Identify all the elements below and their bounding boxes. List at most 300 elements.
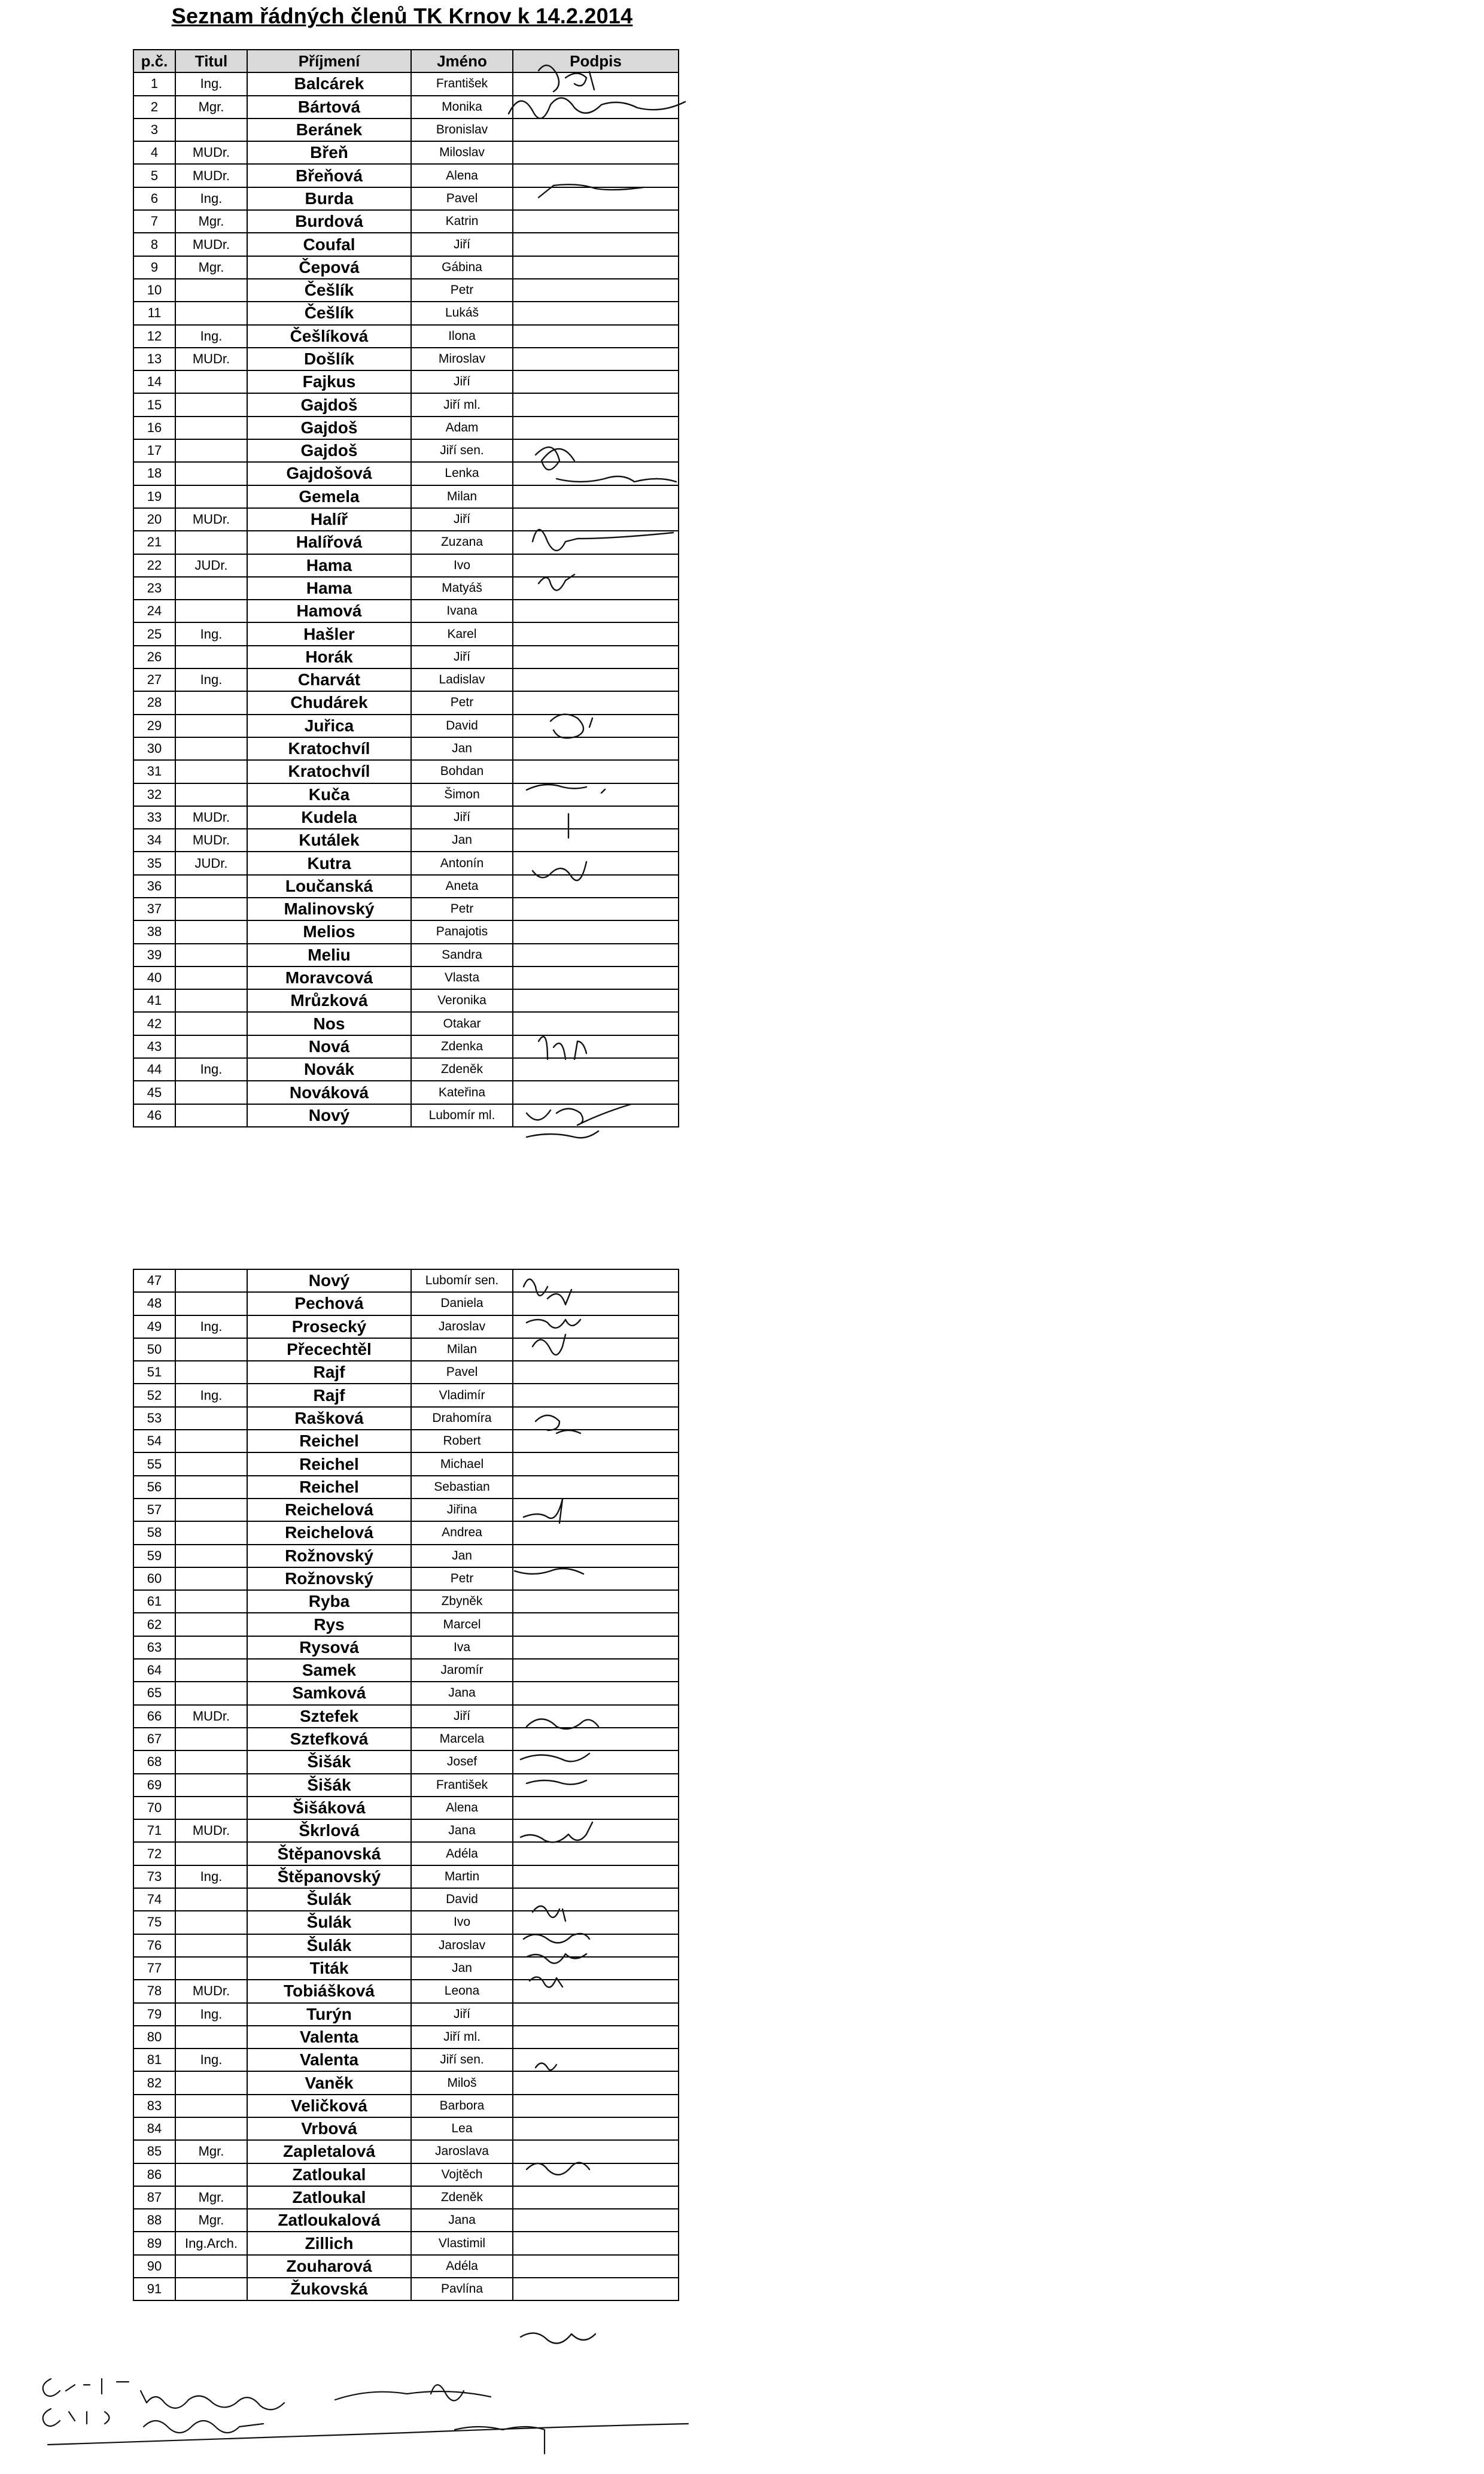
member-first-name: Sandra: [411, 944, 513, 966]
member-first-name: Jaroslava: [411, 2140, 513, 2163]
member-surname: Fajkus: [247, 370, 411, 393]
member-first-name: Alena: [411, 164, 513, 187]
member-first-name: Ilona: [411, 325, 513, 348]
member-title: MUDr.: [175, 829, 247, 852]
member-number: 68: [133, 1750, 175, 1773]
member-first-name: Petr: [411, 691, 513, 714]
table-row: [133, 141, 679, 164]
member-title: [175, 1292, 247, 1315]
member-surname: Zatloukal: [247, 2163, 411, 2186]
member-surname: Gajdoš: [247, 439, 411, 462]
member-surname: Moravcová: [247, 966, 411, 989]
table-row: [133, 1842, 679, 1865]
member-first-name: Jaroslav: [411, 1315, 513, 1338]
member-number: 40: [133, 966, 175, 989]
member-surname: Zouharová: [247, 2255, 411, 2278]
table-row: [133, 439, 679, 462]
table-row: [133, 2163, 679, 2186]
member-title: [175, 600, 247, 622]
member-surname: Nos: [247, 1012, 411, 1035]
member-number: 6: [133, 187, 175, 210]
member-surname: Loučanská: [247, 875, 411, 898]
table-row: [133, 1590, 679, 1613]
member-signature-cell: [513, 875, 679, 898]
member-surname: Reichel: [247, 1430, 411, 1452]
member-title: [175, 370, 247, 393]
member-number: 29: [133, 715, 175, 737]
member-number: 15: [133, 393, 175, 416]
table-row: [133, 1705, 679, 1728]
member-title: MUDr.: [175, 806, 247, 829]
member-title: [175, 1934, 247, 1957]
table-row: [133, 806, 679, 829]
member-signature-cell: [513, 302, 679, 324]
member-number: 76: [133, 1934, 175, 1957]
member-signature-cell: [513, 920, 679, 943]
member-surname: Vrbová: [247, 2117, 411, 2140]
member-first-name: Jan: [411, 829, 513, 852]
member-first-name: Jan: [411, 1545, 513, 1567]
table-row: [133, 233, 679, 256]
member-surname: Gajdoš: [247, 393, 411, 416]
member-surname: Reichelová: [247, 1499, 411, 1521]
member-number: 70: [133, 1797, 175, 1819]
member-surname: Nový: [247, 1269, 411, 1292]
member-number: 32: [133, 783, 175, 806]
member-first-name: Jana: [411, 2209, 513, 2232]
table-row: [133, 1980, 679, 2002]
member-surname: Meliu: [247, 944, 411, 966]
member-title: [175, 760, 247, 783]
member-surname: Kutálek: [247, 829, 411, 852]
table-row: [133, 2255, 679, 2278]
member-signature-cell: [513, 1081, 679, 1104]
table-row: [133, 1682, 679, 1704]
member-title: MUDr.: [175, 233, 247, 256]
member-first-name: Ladislav: [411, 668, 513, 691]
table-row: [133, 96, 679, 118]
member-number: 91: [133, 2278, 175, 2300]
table-row: [133, 1499, 679, 1521]
member-title: [175, 2163, 247, 2186]
member-number: 85: [133, 2140, 175, 2163]
member-signature-cell: [513, 118, 679, 141]
member-title: Ing.: [175, 2049, 247, 2071]
member-first-name: Vlasta: [411, 966, 513, 989]
table-row: [133, 1750, 679, 1773]
member-number: 17: [133, 439, 175, 462]
member-first-name: Petr: [411, 279, 513, 302]
member-surname: Hamová: [247, 600, 411, 622]
member-surname: Češlík: [247, 279, 411, 302]
member-surname: Hašler: [247, 622, 411, 645]
member-signature-cell: [513, 1842, 679, 1865]
table-row: [133, 531, 679, 554]
member-title: [175, 2117, 247, 2140]
member-number: 3: [133, 118, 175, 141]
member-surname: Štěpanovská: [247, 1842, 411, 1865]
member-number: 35: [133, 852, 175, 874]
member-title: [175, 920, 247, 943]
header-number: p.č.: [133, 50, 175, 72]
member-signature-cell: [513, 2095, 679, 2117]
member-number: 31: [133, 760, 175, 783]
member-number: 67: [133, 1728, 175, 1750]
member-title: [175, 966, 247, 989]
member-number: 53: [133, 1407, 175, 1430]
member-signature-cell: [513, 164, 679, 187]
member-first-name: Vlastimil: [411, 2232, 513, 2254]
member-signature-cell: [513, 2232, 679, 2254]
member-title: Mgr.: [175, 2209, 247, 2232]
member-surname: Rysová: [247, 1636, 411, 1659]
member-surname: Češlík: [247, 302, 411, 324]
member-first-name: Adéla: [411, 1842, 513, 1865]
member-title: Ing.: [175, 1315, 247, 1338]
member-title: Ing.: [175, 622, 247, 645]
member-first-name: Jan: [411, 1957, 513, 1980]
member-signature-cell: [513, 1035, 679, 1058]
member-first-name: Josef: [411, 1750, 513, 1773]
member-surname: Prosecký: [247, 1315, 411, 1338]
member-signature-cell: [513, 462, 679, 485]
member-title: [175, 1361, 247, 1384]
member-surname: Samek: [247, 1659, 411, 1682]
table-row: [133, 668, 679, 691]
member-number: 12: [133, 325, 175, 348]
member-signature-cell: [513, 783, 679, 806]
member-signature-cell: [513, 508, 679, 531]
member-signature-cell: [513, 1269, 679, 1292]
table-row: [133, 1476, 679, 1499]
member-title: [175, 1613, 247, 1636]
table-row: [133, 2071, 679, 2094]
member-signature-cell: [513, 852, 679, 874]
table-row: [133, 2003, 679, 2026]
member-surname: Halířová: [247, 531, 411, 554]
member-first-name: Ivo: [411, 554, 513, 577]
member-surname: Hama: [247, 554, 411, 577]
member-number: 90: [133, 2255, 175, 2278]
member-number: 42: [133, 1012, 175, 1035]
member-first-name: Marcela: [411, 1728, 513, 1750]
member-title: [175, 302, 247, 324]
member-first-name: Lubomír sen.: [411, 1269, 513, 1292]
member-first-name: Pavlína: [411, 2278, 513, 2300]
member-first-name: Jiří: [411, 1705, 513, 1728]
member-signature-cell: [513, 2071, 679, 2094]
header-title: Titul: [175, 50, 247, 72]
table-row: [133, 2232, 679, 2254]
member-first-name: Matyáš: [411, 577, 513, 600]
table-row: [133, 1865, 679, 1888]
member-first-name: Gábina: [411, 256, 513, 279]
member-signature-cell: [513, 1315, 679, 1338]
member-surname: Burda: [247, 187, 411, 210]
member-title: [175, 898, 247, 920]
member-number: 63: [133, 1636, 175, 1659]
member-signature-cell: [513, 531, 679, 554]
member-title: [175, 1842, 247, 1865]
member-surname: Sztefková: [247, 1728, 411, 1750]
member-first-name: Iva: [411, 1636, 513, 1659]
member-title: [175, 2255, 247, 2278]
table-row: [133, 715, 679, 737]
member-first-name: David: [411, 1888, 513, 1911]
member-signature-cell: [513, 485, 679, 508]
member-signature-cell: [513, 2255, 679, 2278]
table-row: [133, 1545, 679, 1567]
member-surname: Šulák: [247, 1911, 411, 1934]
member-surname: Juřica: [247, 715, 411, 737]
member-title: [175, 875, 247, 898]
member-title: [175, 417, 247, 439]
member-surname: Gemela: [247, 485, 411, 508]
member-signature-cell: [513, 715, 679, 737]
table-row: [133, 1728, 679, 1750]
member-signature-cell: [513, 989, 679, 1012]
member-title: MUDr.: [175, 1980, 247, 2002]
member-number: 50: [133, 1338, 175, 1361]
table-row: [133, 760, 679, 783]
member-surname: Hama: [247, 577, 411, 600]
table-row: [133, 646, 679, 668]
member-title: [175, 1104, 247, 1127]
member-first-name: Katrin: [411, 210, 513, 233]
member-title: [175, 393, 247, 416]
member-title: [175, 715, 247, 737]
table-row: [133, 1452, 679, 1475]
member-signature-cell: [513, 1819, 679, 1842]
member-title: [175, 1797, 247, 1819]
member-surname: Reichelová: [247, 1521, 411, 1544]
table-row: [133, 2026, 679, 2049]
member-number: 5: [133, 164, 175, 187]
member-first-name: Zuzana: [411, 531, 513, 554]
member-number: 22: [133, 554, 175, 577]
member-number: 88: [133, 2209, 175, 2232]
member-signature-cell: [513, 439, 679, 462]
member-first-name: Vladimír: [411, 1384, 513, 1406]
member-first-name: Lubomír ml.: [411, 1104, 513, 1127]
member-surname: Bártová: [247, 96, 411, 118]
table-row: [133, 1035, 679, 1058]
member-surname: Horák: [247, 646, 411, 668]
member-first-name: Miloš: [411, 2071, 513, 2094]
member-title: [175, 531, 247, 554]
member-surname: Kudela: [247, 806, 411, 829]
member-first-name: Jaroslav: [411, 1934, 513, 1957]
table-row: [133, 1430, 679, 1452]
member-surname: Rajf: [247, 1384, 411, 1406]
table-row: [133, 2117, 679, 2140]
member-first-name: Martin: [411, 1865, 513, 1888]
member-surname: Kuča: [247, 783, 411, 806]
member-first-name: Milan: [411, 1338, 513, 1361]
member-signature-cell: [513, 691, 679, 714]
member-first-name: Lenka: [411, 462, 513, 485]
member-surname: Zapletalová: [247, 2140, 411, 2163]
table-row: [133, 1957, 679, 1980]
member-signature-cell: [513, 1430, 679, 1452]
member-signature-cell: [513, 1728, 679, 1750]
table-row: [133, 737, 679, 760]
member-first-name: Milan: [411, 485, 513, 508]
member-number: 75: [133, 1911, 175, 1934]
member-title: [175, 118, 247, 141]
member-surname: Balcárek: [247, 72, 411, 95]
table-row: [133, 2049, 679, 2071]
member-number: 56: [133, 1476, 175, 1499]
table-row: [133, 898, 679, 920]
table-row: [133, 1104, 679, 1127]
member-number: 2: [133, 96, 175, 118]
member-first-name: Zdeněk: [411, 1058, 513, 1081]
member-signature-cell: [513, 1705, 679, 1728]
member-number: 24: [133, 600, 175, 622]
member-signature-cell: [513, 1361, 679, 1384]
member-title: [175, 944, 247, 966]
member-surname: Šišák: [247, 1750, 411, 1773]
table-row: [133, 2186, 679, 2209]
member-title: [175, 1035, 247, 1058]
member-signature-cell: [513, 944, 679, 966]
member-title: MUDr.: [175, 348, 247, 370]
member-signature-cell: [513, 1452, 679, 1475]
member-number: 64: [133, 1659, 175, 1682]
member-signature-cell: [513, 1058, 679, 1081]
member-number: 1: [133, 72, 175, 95]
member-first-name: Zdenka: [411, 1035, 513, 1058]
member-signature-cell: [513, 1476, 679, 1499]
member-signature-cell: [513, 2209, 679, 2232]
member-title: [175, 279, 247, 302]
table-row: [133, 485, 679, 508]
member-number: 87: [133, 2186, 175, 2209]
member-title: Mgr.: [175, 256, 247, 279]
member-first-name: Šimon: [411, 783, 513, 806]
member-surname: Zatloukalová: [247, 2209, 411, 2232]
member-first-name: Sebastian: [411, 1476, 513, 1499]
member-number: 33: [133, 806, 175, 829]
member-surname: Štěpanovský: [247, 1865, 411, 1888]
member-title: [175, 691, 247, 714]
member-first-name: Pavel: [411, 187, 513, 210]
member-title: [175, 485, 247, 508]
member-surname: Gajdošová: [247, 462, 411, 485]
member-signature-cell: [513, 2049, 679, 2071]
member-first-name: Alena: [411, 1797, 513, 1819]
table-row: [133, 1407, 679, 1430]
member-title: MUDr.: [175, 508, 247, 531]
table-row: [133, 256, 679, 279]
member-first-name: Robert: [411, 1430, 513, 1452]
member-signature-cell: [513, 417, 679, 439]
member-title: [175, 1636, 247, 1659]
member-signature-cell: [513, 141, 679, 164]
member-signature-cell: [513, 1338, 679, 1361]
member-signature-cell: [513, 1384, 679, 1406]
member-title: [175, 2095, 247, 2117]
table-row: [133, 1797, 679, 1819]
member-number: 69: [133, 1774, 175, 1797]
member-signature-cell: [513, 898, 679, 920]
table-row: [133, 920, 679, 943]
member-title: [175, 1545, 247, 1567]
table-row: [133, 783, 679, 806]
member-number: 18: [133, 462, 175, 485]
member-number: 84: [133, 2117, 175, 2140]
member-number: 37: [133, 898, 175, 920]
member-title: [175, 1338, 247, 1361]
table-row: [133, 72, 679, 95]
header-name: Jméno: [411, 50, 513, 72]
member-signature-cell: [513, 668, 679, 691]
member-surname: Reichel: [247, 1452, 411, 1475]
member-surname: Burdová: [247, 210, 411, 233]
member-title: Ing.: [175, 1865, 247, 1888]
member-title: [175, 1590, 247, 1613]
member-first-name: Adéla: [411, 2255, 513, 2278]
table-row: [133, 164, 679, 187]
member-title: Mgr.: [175, 96, 247, 118]
table-row: [133, 462, 679, 485]
member-first-name: Michael: [411, 1452, 513, 1475]
member-surname: Turýn: [247, 2003, 411, 2026]
table-row: [133, 370, 679, 393]
member-first-name: Monika: [411, 96, 513, 118]
member-title: MUDr.: [175, 164, 247, 187]
member-number: 57: [133, 1499, 175, 1521]
member-surname: Valenta: [247, 2026, 411, 2049]
member-first-name: Petr: [411, 898, 513, 920]
table-row: [133, 325, 679, 348]
member-title: Ing.: [175, 72, 247, 95]
member-number: 72: [133, 1842, 175, 1865]
member-surname: Škrlová: [247, 1819, 411, 1842]
member-signature-cell: [513, 256, 679, 279]
member-number: 49: [133, 1315, 175, 1338]
member-number: 48: [133, 1292, 175, 1315]
member-title: MUDr.: [175, 1705, 247, 1728]
member-first-name: Jiří: [411, 233, 513, 256]
member-surname: Žukovská: [247, 2278, 411, 2300]
member-number: 82: [133, 2071, 175, 2094]
member-title: Mgr.: [175, 2186, 247, 2209]
member-first-name: Zdeněk: [411, 2186, 513, 2209]
member-number: 25: [133, 622, 175, 645]
member-surname: Malinovský: [247, 898, 411, 920]
member-title: [175, 1957, 247, 1980]
member-title: [175, 1012, 247, 1035]
member-number: 54: [133, 1430, 175, 1452]
table-row: [133, 302, 679, 324]
member-signature-cell: [513, 2026, 679, 2049]
member-number: 73: [133, 1865, 175, 1888]
table-row: [133, 279, 679, 302]
member-number: 41: [133, 989, 175, 1012]
member-signature-cell: [513, 1567, 679, 1590]
table-row: [133, 1361, 679, 1384]
member-number: 80: [133, 2026, 175, 2049]
member-surname: Veličková: [247, 2095, 411, 2117]
member-signature-cell: [513, 2140, 679, 2163]
table-row: [133, 989, 679, 1012]
member-surname: Valenta: [247, 2049, 411, 2071]
member-signature-cell: [513, 187, 679, 210]
table-row: [133, 1012, 679, 1035]
member-signature-cell: [513, 210, 679, 233]
